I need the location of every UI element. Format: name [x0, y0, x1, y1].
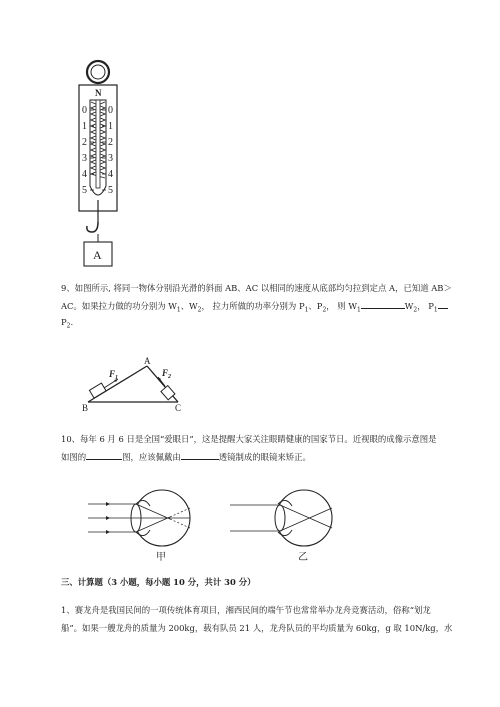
scale-tick-right-1: 1: [108, 121, 113, 132]
q1-line-2: 船”。如果一艘龙舟的质量为 200kg，载有队员 21 人，龙舟队员的平均质量为 60kg，g 取 10N/kg，水: [61, 623, 453, 633]
incline-label-b: B: [82, 403, 89, 413]
q9-text-end: .: [70, 317, 74, 327]
eye-diagram-left: [86, 488, 206, 564]
q9-sub-p1b: 1: [433, 306, 438, 314]
q9-sub-p2b: 2: [66, 322, 71, 330]
q1-line-1: 1、赛龙舟是我国民间的一项传统体育项目，湘西民间的端午节也常常举办龙舟竞赛活动，俗称“划龙: [61, 605, 431, 615]
q9-line-1: 9、如图所示, 将同一物体分别沿光滑的斜面 AB、AC 以相同的速度从底部均匀拉到定点 A，已知道 AB＞: [61, 283, 452, 293]
scale-tick-left-5: 5: [82, 185, 87, 196]
q9-text-f: W: [404, 301, 414, 311]
scale-tick-left-1: 1: [82, 121, 87, 132]
q10-line-2: [61, 449, 311, 465]
q9-line-3: [61, 314, 73, 335]
q10-blank-2[interactable]: [181, 449, 219, 460]
scale-tick-left-2: 2: [82, 137, 87, 148]
q9-sub-w2: 2: [197, 306, 202, 314]
q9-sub-p2: 2: [322, 306, 327, 314]
eye-diagram-right: [228, 488, 348, 564]
scale-tick-right-5: 5: [108, 185, 113, 196]
q9-text-a: AC。如果拉力做的功分别为 W: [61, 301, 177, 311]
q9-sub-p1: 1: [304, 306, 309, 314]
incline-label-f1: $F_1$: [109, 369, 119, 381]
q10-blank-1[interactable]: [86, 449, 122, 460]
q10-line-1: 10、每年 6 月 6 日是全国“爱眼日”，这是提醒大家关注眼睛健康的国家节日。近视眼的成像示意图是: [61, 434, 437, 444]
q9-blank-1[interactable]: [361, 298, 405, 309]
weight-label: A: [93, 248, 102, 262]
q9-text-g: ， P: [417, 301, 434, 311]
scale-hook: [87, 222, 98, 232]
q9-sub-w1b: 1: [356, 306, 361, 314]
scale-tick-left-3: 3: [82, 153, 87, 164]
q9-text-c: ， 拉力所做的功率分别为 P: [201, 301, 305, 311]
block-ac: [161, 386, 175, 400]
scale-tick-right-4: 4: [108, 169, 113, 180]
q9-text-p2: P: [61, 317, 67, 327]
q9-text-e: ， 则 W: [326, 301, 357, 311]
q9-text-d: 、P: [308, 301, 323, 311]
incline-label-a: A: [144, 356, 151, 366]
q10-text-c: 透镜制成的眼镜来矫正。: [218, 452, 311, 462]
eye-label-left: 甲: [156, 552, 166, 563]
scale-top-label: N: [95, 88, 102, 98]
incline-label-f2: $F_2$: [162, 368, 172, 380]
q9-sub-w1: 1: [176, 306, 181, 314]
scale-tick-right-0: 0: [108, 105, 113, 116]
q9-sub-w2b: 2: [413, 306, 418, 314]
spring-scale-figure: [70, 58, 130, 270]
incline-label-c: C: [175, 403, 182, 413]
eye-label-right: 乙: [298, 552, 308, 563]
scale-ring: [87, 61, 109, 83]
scale-tick-left-4: 4: [82, 169, 87, 180]
section-3-heading: 三、计算题（3 小题，每小题 10 分，共计 30 分）: [61, 577, 256, 587]
scale-tick-left-0: 0: [82, 105, 87, 116]
q9-line-2: [61, 298, 448, 319]
q9-text-b: 、W: [180, 301, 198, 311]
q9-blank-2[interactable]: [438, 298, 448, 309]
incline-figure: [80, 355, 190, 415]
q10-text-a: 如图的: [61, 452, 87, 462]
scale-tick-right-3: 3: [108, 153, 113, 164]
eye-lens-right: [275, 505, 285, 531]
scale-tick-right-2: 2: [108, 137, 113, 148]
q10-text-b: 图，应该佩戴由: [122, 452, 181, 462]
block-ab: [89, 383, 106, 398]
